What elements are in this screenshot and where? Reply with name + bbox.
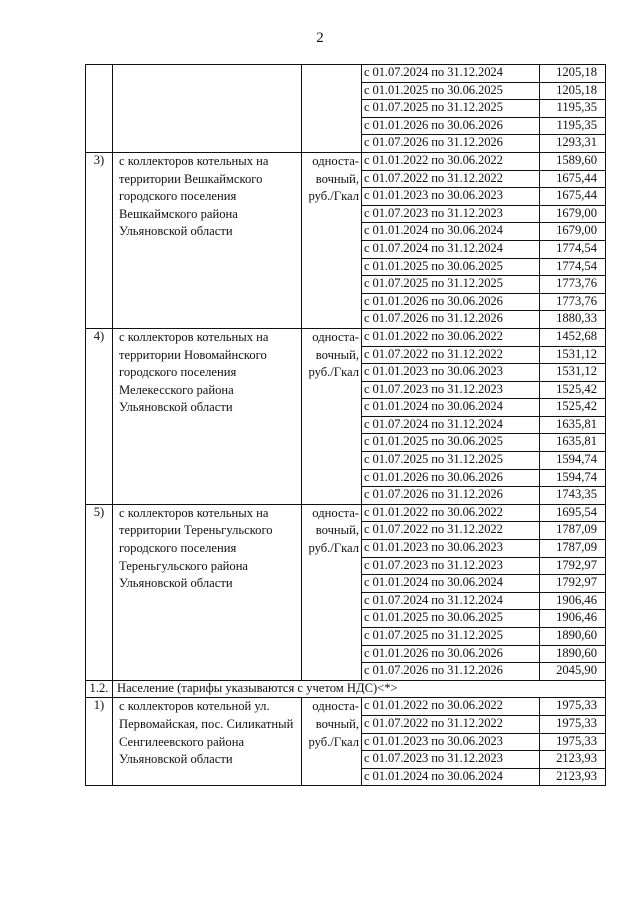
- table-row: [86, 698, 606, 716]
- tariff-table: [85, 64, 606, 786]
- item-unit: односта-вочный, руб./Гкал: [302, 152, 362, 328]
- tariff-table-body: [86, 65, 606, 786]
- tariff-value-cell: 1594,74: [540, 452, 606, 470]
- period-cell: с 01.01.2024 по 30.06.2024: [362, 575, 540, 593]
- item-name: с коллекторов котельных на территории Новомайнского городского поселения Мелекесского района Ульяновской области: [113, 328, 302, 504]
- page-number: 2: [316, 30, 324, 46]
- tariff-value-cell: 1675,44: [540, 188, 606, 206]
- tariff-value-cell: 1205,18: [540, 82, 606, 100]
- period-cell: с 01.07.2024 по 31.12.2024: [362, 592, 540, 610]
- period-cell: с 01.07.2024 по 31.12.2024: [362, 416, 540, 434]
- period-cell: с 01.01.2022 по 30.06.2022: [362, 504, 540, 522]
- tariff-value-cell: 1890,60: [540, 628, 606, 646]
- period-cell: с 01.01.2026 по 30.06.2026: [362, 469, 540, 487]
- tariff-value-cell: 1589,60: [540, 152, 606, 170]
- period-cell: с 01.07.2022 по 31.12.2022: [362, 522, 540, 540]
- period-cell: с 01.01.2024 по 30.06.2024: [362, 223, 540, 241]
- tariff-value-cell: 1195,35: [540, 100, 606, 118]
- tariff-value-cell: 1774,54: [540, 240, 606, 258]
- tariff-value-cell: 1635,81: [540, 416, 606, 434]
- tariff-value-cell: 1679,00: [540, 223, 606, 241]
- tariff-value-cell: 1792,97: [540, 575, 606, 593]
- item-number: 3): [86, 152, 113, 328]
- section-number: 1.2.: [86, 680, 113, 698]
- period-cell: с 01.07.2026 по 31.12.2026: [362, 135, 540, 153]
- period-cell: с 01.01.2026 по 30.06.2026: [362, 645, 540, 663]
- period-cell: с 01.07.2024 по 31.12.2024: [362, 240, 540, 258]
- period-cell: с 01.01.2024 по 30.06.2024: [362, 768, 540, 786]
- item-number: 4): [86, 328, 113, 504]
- tariff-value-cell: 1975,33: [540, 733, 606, 751]
- tariff-value-cell: 1679,00: [540, 205, 606, 223]
- tariff-value-cell: 1774,54: [540, 258, 606, 276]
- tariff-value-cell: 1635,81: [540, 434, 606, 452]
- period-cell: с 01.01.2023 по 30.06.2023: [362, 188, 540, 206]
- table-row: [86, 504, 606, 522]
- tariff-value-cell: 1773,76: [540, 293, 606, 311]
- tariff-value-cell: 2045,90: [540, 663, 606, 681]
- period-cell: с 01.07.2025 по 31.12.2025: [362, 452, 540, 470]
- item-name: с коллекторов котельных на территории Тереньгульского городского поселения Тереньгульского района Ульяновской области: [113, 504, 302, 680]
- period-cell: с 01.01.2025 по 30.06.2025: [362, 82, 540, 100]
- period-cell: с 01.01.2022 по 30.06.2022: [362, 152, 540, 170]
- period-cell: с 01.01.2026 по 30.06.2026: [362, 293, 540, 311]
- item-number: 5): [86, 504, 113, 680]
- tariff-value-cell: 2123,93: [540, 768, 606, 786]
- period-cell: с 01.07.2026 по 31.12.2026: [362, 311, 540, 329]
- period-cell: с 01.01.2022 по 30.06.2022: [362, 328, 540, 346]
- period-cell: с 01.01.2023 по 30.06.2023: [362, 733, 540, 751]
- period-cell: с 01.07.2024 по 31.12.2024: [362, 65, 540, 83]
- item-unit: односта-вочный, руб./Гкал: [302, 504, 362, 680]
- period-cell: с 01.01.2026 по 30.06.2026: [362, 117, 540, 135]
- period-cell: с 01.07.2026 по 31.12.2026: [362, 487, 540, 505]
- period-cell: с 01.07.2022 по 31.12.2022: [362, 346, 540, 364]
- period-cell: с 01.07.2022 по 31.12.2022: [362, 715, 540, 733]
- tariff-value-cell: 1293,31: [540, 135, 606, 153]
- section-row: [86, 680, 606, 698]
- tariff-value-cell: 1773,76: [540, 276, 606, 294]
- tariff-value-cell: 1975,33: [540, 715, 606, 733]
- period-cell: с 01.07.2025 по 31.12.2025: [362, 100, 540, 118]
- period-cell: с 01.07.2023 по 31.12.2023: [362, 557, 540, 575]
- item-number: [86, 65, 113, 153]
- tariff-value-cell: 1594,74: [540, 469, 606, 487]
- tariff-value-cell: 1531,12: [540, 364, 606, 382]
- period-cell: с 01.01.2023 по 30.06.2023: [362, 364, 540, 382]
- item-name: с коллекторов котельных на территории Вешкаймского городского поселения Вешкаймского района Ульяновской области: [113, 152, 302, 328]
- item-unit: односта-вочный, руб./Гкал: [302, 698, 362, 786]
- period-cell: с 01.01.2025 по 30.06.2025: [362, 610, 540, 628]
- table-row: [86, 152, 606, 170]
- tariff-value-cell: 1880,33: [540, 311, 606, 329]
- period-cell: с 01.01.2023 по 30.06.2023: [362, 540, 540, 558]
- tariff-value-cell: 1531,12: [540, 346, 606, 364]
- tariff-value-cell: 1743,35: [540, 487, 606, 505]
- tariff-value-cell: 1695,54: [540, 504, 606, 522]
- tariff-value-cell: 2123,93: [540, 751, 606, 769]
- period-cell: с 01.01.2025 по 30.06.2025: [362, 258, 540, 276]
- period-cell: с 01.01.2025 по 30.06.2025: [362, 434, 540, 452]
- item-number: 1): [86, 698, 113, 786]
- tariff-value-cell: 1792,97: [540, 557, 606, 575]
- item-name: [113, 65, 302, 153]
- item-name: с коллекторов котельной ул. Первомайская, пос. Силикатный Сенгилеевского района Ульяновской области: [113, 698, 302, 786]
- period-cell: с 01.07.2023 по 31.12.2023: [362, 381, 540, 399]
- period-cell: с 01.01.2022 по 30.06.2022: [362, 698, 540, 716]
- period-cell: с 01.07.2022 по 31.12.2022: [362, 170, 540, 188]
- tariff-value-cell: 1205,18: [540, 65, 606, 83]
- tariff-value-cell: 1975,33: [540, 698, 606, 716]
- section-title: Население (тарифы указываются с учетом НДС)<*>: [113, 680, 606, 698]
- period-cell: с 01.07.2025 по 31.12.2025: [362, 276, 540, 294]
- tariff-value-cell: 1195,35: [540, 117, 606, 135]
- period-cell: с 01.07.2023 по 31.12.2023: [362, 751, 540, 769]
- item-unit: односта-вочный, руб./Гкал: [302, 328, 362, 504]
- period-cell: с 01.01.2024 по 30.06.2024: [362, 399, 540, 417]
- table-row: [86, 328, 606, 346]
- tariff-value-cell: 1452,68: [540, 328, 606, 346]
- period-cell: с 01.07.2023 по 31.12.2023: [362, 205, 540, 223]
- tariff-value-cell: 1675,44: [540, 170, 606, 188]
- tariff-value-cell: 1525,42: [540, 381, 606, 399]
- tariff-value-cell: 1906,46: [540, 610, 606, 628]
- item-unit: [302, 65, 362, 153]
- tariff-value-cell: 1890,60: [540, 645, 606, 663]
- tariff-value-cell: 1787,09: [540, 540, 606, 558]
- period-cell: с 01.07.2025 по 31.12.2025: [362, 628, 540, 646]
- tariff-value-cell: 1525,42: [540, 399, 606, 417]
- tariff-value-cell: 1906,46: [540, 592, 606, 610]
- table-row: [86, 65, 606, 83]
- period-cell: с 01.07.2026 по 31.12.2026: [362, 663, 540, 681]
- tariff-value-cell: 1787,09: [540, 522, 606, 540]
